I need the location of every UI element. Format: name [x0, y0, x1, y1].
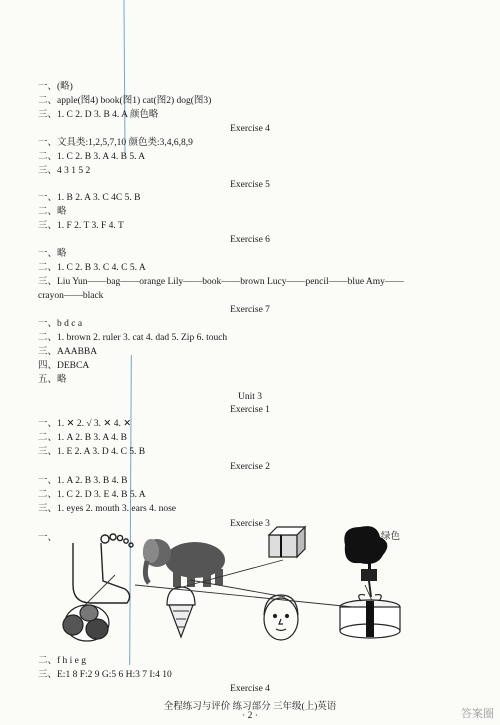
answer-line: 三、AAABBA — [38, 347, 98, 357]
page-number: · 2 · — [242, 711, 258, 721]
answer-line: 五、略 — [38, 375, 67, 385]
exercise-heading: Exercise 3 — [230, 519, 270, 529]
exercise-heading: Exercise 6 — [230, 235, 270, 245]
watermark-logo: 答案圈 — [461, 707, 494, 720]
ice-cream-icon — [167, 587, 195, 637]
answer-line: 一、1. A 2. B 3. B 4. B — [38, 476, 128, 486]
answer-line: 二、apple(图4) book(图1) cat(图2) dog(图3) — [38, 96, 212, 106]
unit-heading: Unit 3 — [237, 392, 262, 402]
exercise-heading: Exercise 2 — [230, 462, 270, 472]
blue-vertical-line — [123, 0, 125, 155]
foot-icon — [73, 534, 133, 603]
face-icon — [264, 595, 298, 640]
answer-line: 一、b d c a — [38, 319, 83, 329]
color-note: 绿色 — [381, 532, 401, 542]
answer-line: 二、f h i e g — [38, 656, 87, 666]
answer-line: 一、文具类:1,2,5,7,10 颜色类:3,4,6,8,9 — [38, 138, 193, 148]
exercise-heading: Exercise 5 — [230, 180, 270, 190]
coconut-icon — [63, 605, 109, 641]
answer-line: 一、(略) — [38, 82, 73, 92]
gift-box-icon — [269, 527, 305, 557]
answer-line: 一、1. B 2. A 3. C 4C 5. B — [38, 193, 141, 203]
exercise-heading: Exercise 7 — [230, 305, 270, 315]
answer-line: 三、1. eyes 2. mouth 3. ears 4. nose — [38, 504, 176, 514]
present-box-icon — [340, 595, 400, 638]
answer-line: 三、Liu Yun——bag——orange Lily——book——brown Lucy——pencil——blue Amy—— — [38, 277, 404, 287]
elephant-icon — [143, 539, 225, 587]
exercise-heading: Exercise 4 — [230, 684, 270, 694]
answer-line: 三、1. C 2. D 3. B 4. A 颜色略 — [38, 110, 159, 120]
answer-line: 二、略 — [38, 207, 67, 217]
answer-line: 一、略 — [38, 249, 67, 259]
answer-line: 二、1. C 2. B 3. A 4. B 5. A — [38, 152, 146, 162]
answer-line: 三、E:1 8 F:2 9 G:5 6 H:3 7 I:4 10 — [38, 670, 172, 680]
answer-line: 三、4 3 1 5 2 — [38, 166, 91, 176]
exercise-heading: Exercise 4 — [230, 124, 270, 134]
answer-line: crayon——black — [38, 291, 104, 301]
answer-line: 三、1. E 2. A 3. D 4. C 5. B — [38, 447, 146, 457]
answer-line: 四、DEBCA — [38, 361, 90, 371]
answer-line: 二、1. brown 2. ruler 3. cat 4. dad 5. Zip 6. touch — [38, 333, 228, 343]
answer-line: 二、1. A 2. B 3. A 4. B — [38, 433, 127, 443]
matching-picture — [55, 525, 435, 650]
exercise-heading: Exercise 1 — [230, 405, 270, 415]
answer-line: 一、 — [38, 533, 58, 543]
footer-title: 全程练习与评价 练习部分 三年级(上)英语 — [163, 702, 337, 712]
answer-line: 三、1. F 2. T 3. F 4. T — [38, 221, 124, 231]
answer-line: 二、1. C 2. D 3. E 4. B 5. A — [38, 490, 146, 500]
answer-line: 二、1. C 2. B 3. C 4. C 5. A — [38, 263, 146, 273]
answer-line: 一、1. ✕ 2. √ 3. ✕ 4. ✕ — [38, 419, 132, 429]
